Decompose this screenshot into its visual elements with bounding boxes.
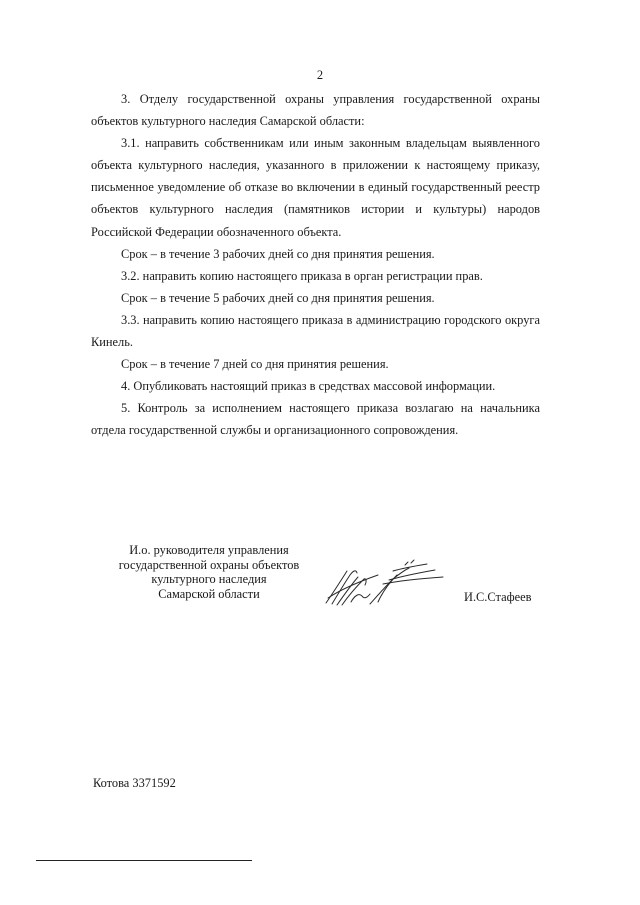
paragraph-4: 4. Опубликовать настоящий приказ в средствах массовой информации.: [121, 379, 496, 394]
signer-name: И.С.Стафеев: [464, 590, 532, 604]
executor-contact: Котова 3371592: [93, 776, 176, 790]
signatory-title-line: И.о. руководителя управления: [129, 543, 289, 557]
footer-divider: [36, 860, 252, 861]
signatory-title-line: государственной охраны объектов: [118, 557, 300, 572]
page-number: 2: [316, 68, 324, 82]
deadline-3-3: Срок – в течение 7 дней со дня принятия решения.: [121, 357, 389, 372]
paragraph-3: 3. Отделу государственной охраны управления государственной охраны объектов культурного наследия Самарской области:: [91, 92, 540, 129]
deadline-3-2: Срок – в течение 5 рабочих дней со дня принятия решения.: [121, 290, 435, 305]
paragraph-3-3: 3.3. направить копию настоящего приказа в администрацию городского округа Кинель.: [91, 312, 540, 350]
handwritten-signature: [323, 557, 445, 615]
document-body: [91, 88, 540, 442]
signatory-title: [94, 543, 324, 601]
signatory-title-line: Самарской области: [158, 586, 260, 601]
paragraph-3-2: 3.2. направить копию настоящего приказа в орган регистрации прав.: [121, 268, 483, 283]
signatory-title-line: культурного наследия: [151, 572, 267, 587]
deadline-3-1: Срок – в течение 3 рабочих дней со дня принятия решения.: [121, 246, 435, 261]
paragraph-5: 5. Контроль за исполнением настоящего приказа возлагаю на начальника отдела государственной службы и организационного сопровождения.: [91, 401, 540, 438]
paragraph-3-1: 3.1. направить собственникам или иным законным владельцам выявленного объекта культурного наследия, указанного в приложении к настоящему приказу, письменное уведомление об отказе во включении в единый государственный реестр объектов культурного наследия (памятников истории и культуры) народов Российской Федерации обозначенного объекта.: [91, 136, 540, 239]
